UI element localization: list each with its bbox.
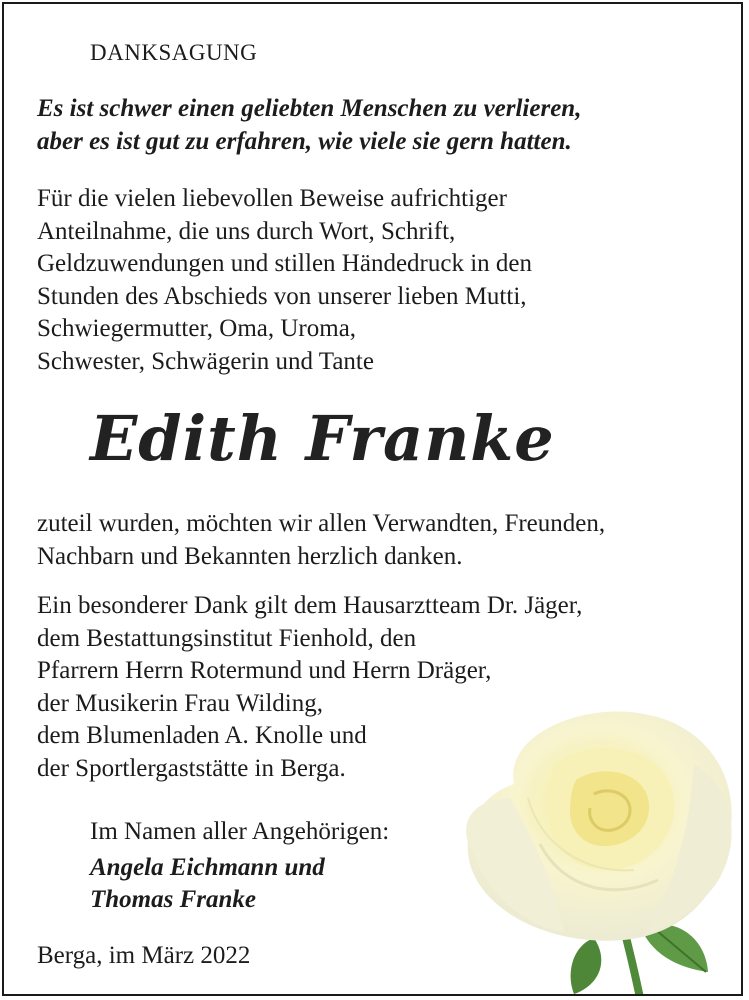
- signer-line: Angela Eichmann und: [90, 854, 325, 881]
- obituary-notice: [2, 2, 743, 996]
- signature-intro: Im Namen aller Angehörigen:: [90, 818, 390, 845]
- text-line: Für die vielen liebevollen Beweise aufrichtiger: [37, 185, 507, 212]
- text-line: Schwester, Schwägerin und Tante: [37, 347, 374, 375]
- text-line: Stunden des Abschieds von unserer lieben Mutti,: [37, 282, 527, 310]
- signers: [90, 852, 325, 916]
- text-line: Schwiegermutter, Oma, Uroma,: [37, 315, 357, 342]
- text-line: Ein besonderer Dank gilt dem Hausarztteam Dr. Jäger,: [37, 592, 583, 619]
- text-line: dem Blumenladen A. Knolle und: [37, 722, 367, 749]
- text-line: Anteilnahme, die uns durch Wort, Schrift,: [37, 217, 456, 245]
- text-line: der Sportlergaststätte in Berga.: [37, 754, 346, 782]
- deceased-name: Edith Franke: [90, 402, 555, 475]
- signer-line: Thomas Franke: [90, 886, 257, 913]
- text-line: der Musikerin Frau Wilding,: [37, 689, 323, 717]
- motto-line: Es ist schwer einen geliebten Menschen zu verlieren,: [37, 95, 582, 122]
- place-date: Berga, im März 2022: [37, 942, 251, 969]
- motto-line: aber es ist gut zu erfahren, wie viele sie gern hatten.: [37, 128, 572, 155]
- thanks-paragraph-2: [37, 508, 605, 573]
- text-line: Geldzuwendungen und stillen Händedruck in den: [37, 250, 533, 277]
- text-line: Nachbarn und Bekannten herzlich danken.: [37, 542, 463, 570]
- white-rose-image: [444, 694, 743, 996]
- thanks-paragraph-1: [37, 183, 532, 378]
- motto-quote: [37, 92, 581, 158]
- text-line: zuteil wurden, möchten wir allen Verwandten, Freunden,: [37, 510, 606, 537]
- text-line: dem Bestattungsinstitut Fienhold, den: [37, 624, 417, 652]
- notice-heading: DANKSAGUNG: [90, 40, 258, 65]
- text-line: Pfarrern Herrn Rotermund und Herrn Dräger,: [37, 657, 492, 684]
